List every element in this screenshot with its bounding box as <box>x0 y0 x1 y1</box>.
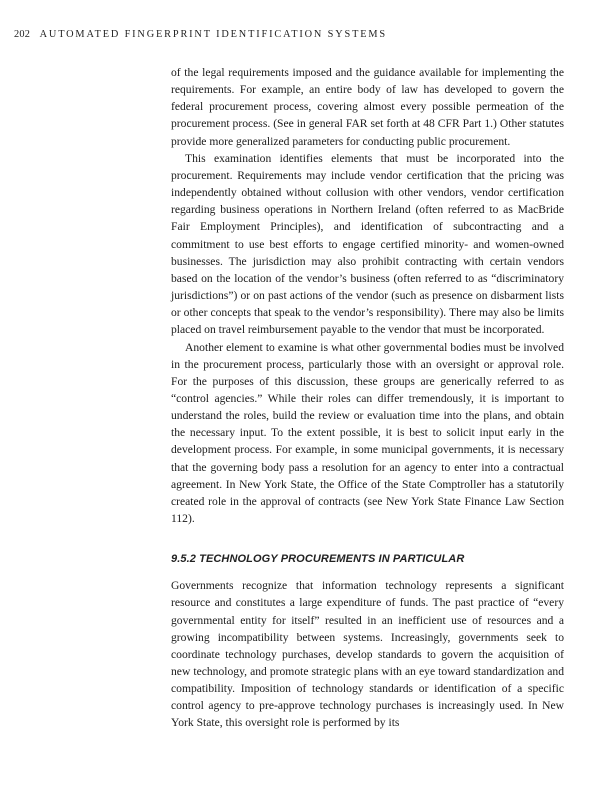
running-title: AUTOMATED FINGERPRINT IDENTIFICATION SYSTEMS <box>39 29 387 40</box>
section-heading: 9.5.2 TECHNOLOGY PROCUREMENTS IN PARTICULAR <box>171 553 465 566</box>
paragraph-continued: of the legal requirements imposed and the guidance available for implementing the requirements. For example, an entire body of law has developed to govern the federal procurement process, covering almost every possible permeation of the procurement process. (See in general FAR set forth at 48 CFR Part 1.) Other statutes provide more generalized parameters for conducting public procurement. <box>171 66 564 148</box>
body-text <box>171 64 564 732</box>
page-number: 202 <box>14 29 31 40</box>
running-header <box>14 29 387 40</box>
paragraph-technology: Governments recognize that information technology represents a significant resource and constitutes a large expenditure of funds. The past practice of “every governmental entity for itself” resulted in an inefficient use of resources and a growing incompatibility between systems. Increasingly, governments seek to coordinate technology purchases, develop standards to govern the acquisition of new technology, and promote strategic plans with an eye toward standardization and compatibility. Imposition of technology standards or identification of a specific control agency to pre-approve technology purchases is increasingly used. In New York State, this oversight role is performed by its <box>171 579 564 730</box>
paragraph-examination: This examination identifies elements that must be incorporated into the procurement. Requirements may include vendor certification that the pricing was independently obtained without collusion with other vendors, vendor certification regarding business operations in Northern Ireland (often referred to as MacBride Fair Employment Principles), and identification of subcontracting and a commitment to use best efforts to engage certified minority- and women-owned businesses. The jurisdiction may also prohibit contracting with certain vendors based on the location of the vendor’s business (often referred to as “discriminatory jurisdictions”) or on past actions of the vendor (such as presence on disbarment lists or other concepts that speak to the vendor’s responsibility). There may also be limits placed on travel reimbursement payable to the vendor that must be incorporated. <box>171 151 564 337</box>
paragraph-control-agencies: Another element to examine is what other governmental bodies must be involved in the procurement process, particularly those with an oversight or approval role. For the purposes of this discussion, these groups are generically referred to as “control agencies.” While their roles can differ tremendously, it is important to understand the roles, build the review or evaluation time into the plans, and obtain the necessary input. To the extent possible, it is best to solicit input early in the development process. For example, in some municipal governments, it is necessary that the governing body pass a resolution for an agency to enter into a contractual agreement. In New York State, the Office of the State Comptroller has a statutorily created role in the approval of contracts (see New York State Finance Law Section 112). <box>171 340 564 526</box>
